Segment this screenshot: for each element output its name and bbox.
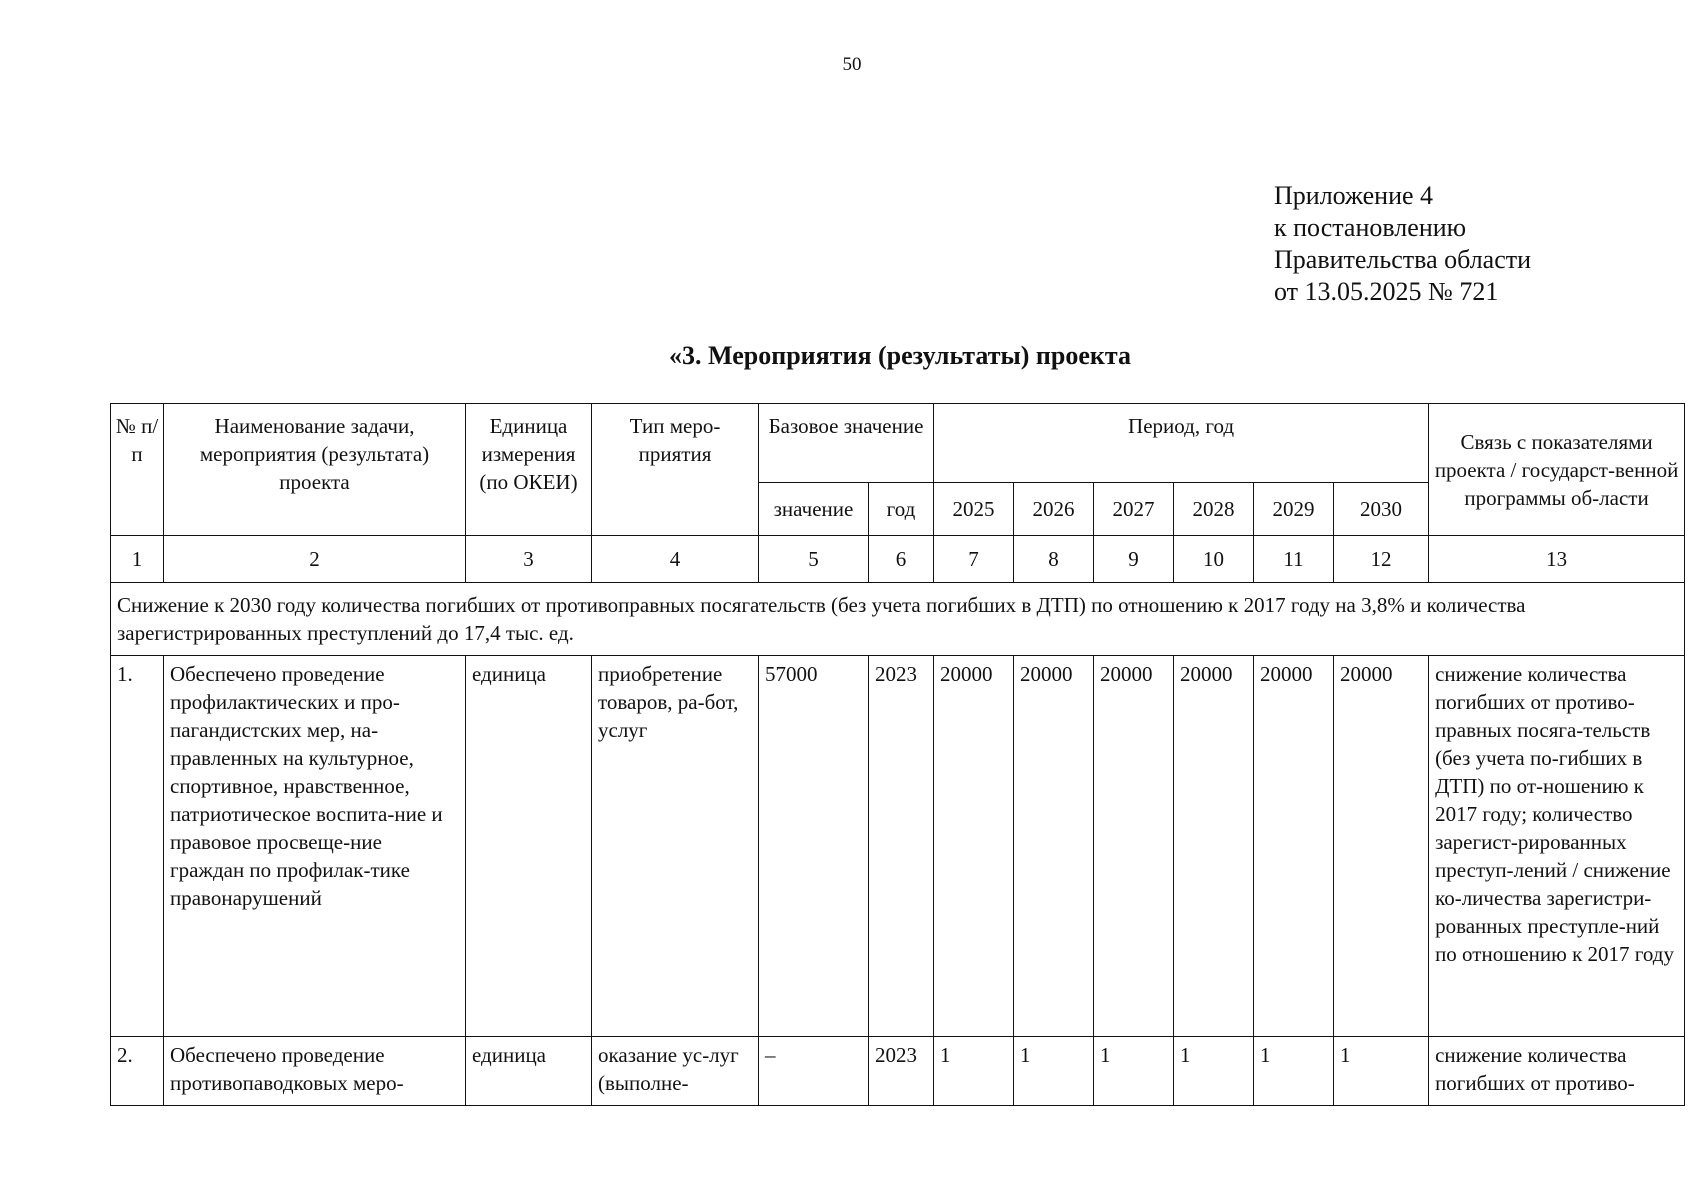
- row-base-value: –: [759, 1037, 869, 1106]
- row-year-value: 20000: [1334, 656, 1429, 1037]
- column-number: 5: [759, 536, 869, 583]
- row-name: Обеспечено проведение противопаводковых меро-: [164, 1037, 466, 1106]
- appendix-line: Приложение 4: [1274, 181, 1434, 210]
- row-name: Обеспечено проведение профилактических и про-пагандистских мер, на-правленных на культурное, спортивное, нравственное, патриотическое воспита-ние и правовое просвеще-ние граждан по профилак-тике правонарушений: [164, 656, 466, 1037]
- row-year-value: 1: [1174, 1037, 1254, 1106]
- header-base-year: год: [869, 483, 934, 536]
- row-base-year: 2023: [869, 1037, 934, 1106]
- header-name: Наименование задачи, мероприятия (результата) проекта: [164, 404, 466, 536]
- row-base-value: 57000: [759, 656, 869, 1037]
- row-unit: единица: [466, 1037, 592, 1106]
- appendix-block: [1274, 180, 1531, 308]
- header-year: 2027: [1094, 483, 1174, 536]
- page-number: 50: [842, 54, 862, 75]
- column-number: 8: [1014, 536, 1094, 583]
- table-row: [111, 656, 1685, 1037]
- row-unit: единица: [466, 656, 592, 1037]
- column-number: 6: [869, 536, 934, 583]
- column-number: 13: [1429, 536, 1685, 583]
- column-number: 11: [1254, 536, 1334, 583]
- row-year-value: 1: [934, 1037, 1014, 1106]
- header-type: Тип меро-приятия: [592, 404, 759, 536]
- row-year-value: 20000: [1014, 656, 1094, 1037]
- row-type: приобретение товаров, ра-бот, услуг: [592, 656, 759, 1037]
- section-title: «3. Мероприятия (результаты) проекта: [669, 341, 1131, 370]
- row-year-value: 20000: [1174, 656, 1254, 1037]
- row-link: снижение количества погибших от противо-правных посяга-тельств (без учета по-гибших в ДТП) по от-ношению к 2017 году; количество зарегист-рированных преступ-лений / снижение ко-личества зарегистри-рованных преступле-ний по отношению к 2017 году: [1429, 656, 1685, 1037]
- row-link: снижение количества погибших от противо-: [1429, 1037, 1685, 1106]
- row-year-value: 20000: [1094, 656, 1174, 1037]
- row-year-value: 20000: [934, 656, 1014, 1037]
- column-number: 3: [466, 536, 592, 583]
- column-numbers-row: [111, 536, 1685, 583]
- column-number: 12: [1334, 536, 1429, 583]
- header-period: Период, год: [934, 404, 1429, 483]
- header-year: 2025: [934, 483, 1014, 536]
- column-number: 10: [1174, 536, 1254, 583]
- appendix-line: Правительства области: [1274, 245, 1532, 274]
- header-base: Базовое значение: [759, 404, 934, 483]
- row-base-year: 2023: [869, 656, 934, 1037]
- header-unit: Единица измерения (по ОКЕИ): [466, 404, 592, 536]
- row-year-value: 1: [1014, 1037, 1094, 1106]
- row-num: 2.: [111, 1037, 164, 1106]
- header-year: 2030: [1334, 483, 1429, 536]
- header-year: 2029: [1254, 483, 1334, 536]
- appendix-line: от 13.05.2025 № 721: [1274, 277, 1499, 306]
- column-number: 7: [934, 536, 1014, 583]
- header-year: 2026: [1014, 483, 1094, 536]
- row-year-value: 1: [1334, 1037, 1429, 1106]
- header-year: 2028: [1174, 483, 1254, 536]
- column-number: 9: [1094, 536, 1174, 583]
- row-type: оказание ус-луг (выполне-: [592, 1037, 759, 1106]
- task-description: Снижение к 2030 году количества погибших от противоправных посягательств (без учета погибших в ДТП) по отношению к 2017 году на 3,8% и количества зарегистрированных преступлений до 17,4 тыс. ед.: [111, 583, 1685, 656]
- column-number: 4: [592, 536, 759, 583]
- column-number: 1: [111, 536, 164, 583]
- header-link: Связь с показателями проекта / государст-венной программы об-ласти: [1429, 404, 1685, 536]
- task-row: [111, 583, 1685, 656]
- row-year-value: 1: [1094, 1037, 1174, 1106]
- table-row: [111, 1037, 1685, 1106]
- row-year-value: 1: [1254, 1037, 1334, 1106]
- header-base-value: значение: [759, 483, 869, 536]
- row-num: 1.: [111, 656, 164, 1037]
- appendix-line: к постановлению: [1274, 213, 1467, 242]
- projects-table: [110, 403, 1685, 1106]
- column-number: 2: [164, 536, 466, 583]
- row-year-value: 20000: [1254, 656, 1334, 1037]
- header-num: № п/п: [111, 404, 164, 536]
